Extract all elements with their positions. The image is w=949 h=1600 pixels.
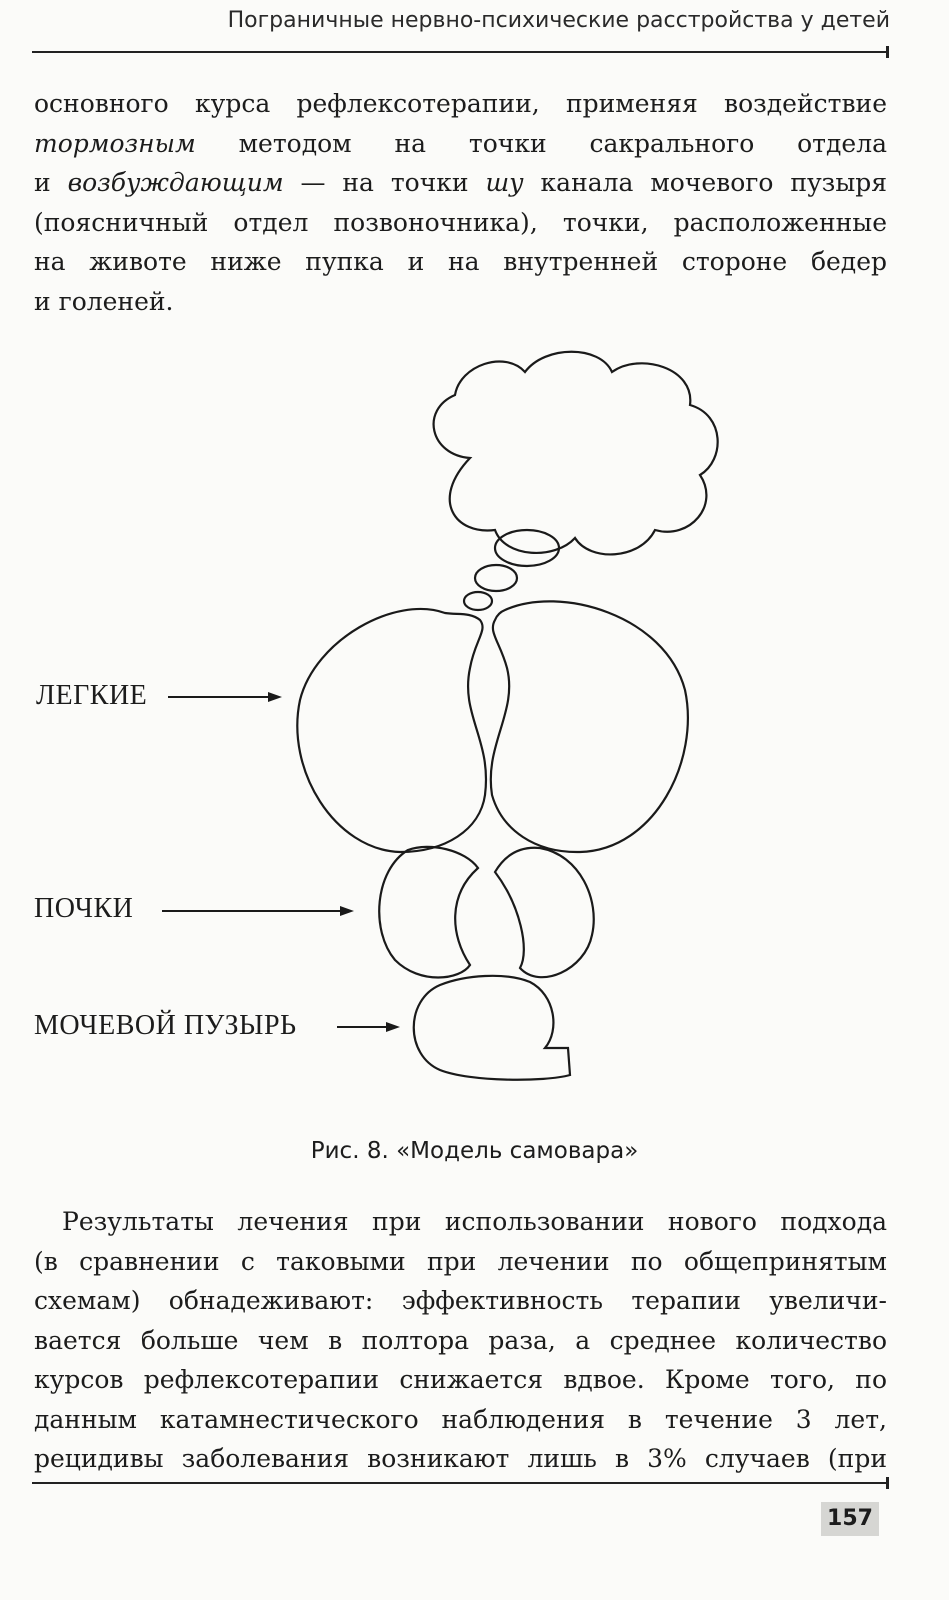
left-lung bbox=[297, 609, 486, 852]
p2-line-5: курсов рефлексотерапии снижается вдвое. Кроме того, по bbox=[34, 1365, 887, 1394]
page-number: 157 bbox=[821, 1502, 879, 1536]
p2-line-3: схемам) обнадеживают: эффективность терапии увеличи- bbox=[34, 1286, 887, 1315]
footer-rule bbox=[32, 1482, 889, 1484]
running-header: Пограничные нервно-психические расстройства у детей bbox=[227, 8, 890, 33]
bladder-arrowhead bbox=[386, 1022, 400, 1032]
paragraph-2 bbox=[34, 1202, 887, 1479]
right-lung bbox=[491, 601, 688, 852]
p1-line-5: на животе ниже пупка и на внутренней стороне бедер bbox=[34, 247, 887, 276]
p1-line-4: (поясничный отдел позвоночника), точки, расположенные bbox=[34, 207, 887, 237]
thought-bubble-small bbox=[464, 592, 492, 610]
head-cloud bbox=[434, 352, 718, 555]
label-lungs: ЛЕГКИЕ bbox=[36, 680, 148, 711]
p2-line-2: (в сравнении с таковыми при лечении по общепринятым bbox=[34, 1246, 887, 1276]
label-arrows bbox=[162, 692, 400, 1032]
p1-line-2: тормозным методом на точки сакрального отдела bbox=[34, 128, 887, 158]
label-bladder: МОЧЕВОЙ ПУЗЫРЬ bbox=[34, 1010, 297, 1041]
p1-line-6: и голеней. bbox=[34, 286, 174, 316]
label-kidneys: ПОЧКИ bbox=[34, 893, 134, 924]
p2-line-6: данным катамнестического наблюдения в течение 3 лет, bbox=[34, 1404, 887, 1434]
p1-line-1: основного курса рефлексотерапии, применяя воздействие bbox=[34, 89, 887, 118]
thought-bubble-large bbox=[495, 530, 559, 566]
p2-line-7: рецидивы заболевания возникают лишь в 3% случаев (при bbox=[34, 1444, 887, 1473]
figure-caption: Рис. 8. «Модель самовара» bbox=[310, 1138, 639, 1164]
p2-line-1: Результаты лечения при использовании нового подхода bbox=[62, 1207, 887, 1236]
p2-line-4: вается больше чем в полтора раза, а среднее количество bbox=[34, 1325, 887, 1355]
left-kidney bbox=[379, 847, 478, 978]
lungs-arrowhead bbox=[268, 692, 282, 702]
thought-bubble-medium bbox=[475, 565, 517, 591]
right-kidney bbox=[495, 848, 594, 977]
kidneys-arrowhead bbox=[340, 906, 354, 916]
bladder bbox=[414, 976, 570, 1080]
p1-line-3: и возбуждающим — на точки шу канала мочевого пузыря bbox=[34, 168, 887, 197]
